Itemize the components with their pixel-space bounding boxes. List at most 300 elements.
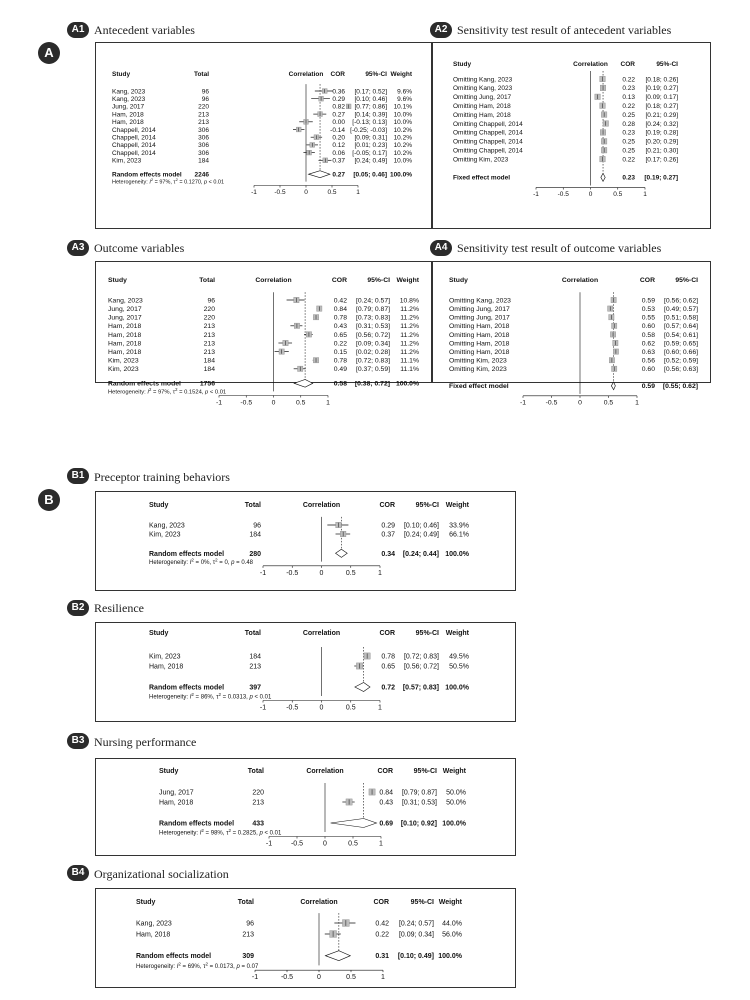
- study-weight: 9.6%: [397, 95, 412, 103]
- header-weight: Weight: [445, 502, 469, 509]
- het-tau-val: = 0.2825,: [230, 830, 260, 837]
- study-weight: 10.2%: [393, 142, 412, 150]
- study-cor: 0.78: [381, 653, 395, 661]
- x-tick-label: -0.5: [240, 399, 253, 407]
- header-weight: Weight: [442, 768, 466, 775]
- header-correlation: Correlation: [300, 899, 338, 906]
- study-label: Ham, 2018: [136, 931, 171, 939]
- study-label: Kim, 2023: [149, 531, 181, 539]
- study-total: 96: [207, 297, 215, 305]
- study-ci: [0.56; 0.62]: [663, 297, 698, 305]
- summary-weight: 100.0%: [395, 380, 419, 388]
- study-weight: 11.2%: [400, 323, 419, 331]
- x-tick-label: -1: [533, 191, 539, 199]
- forest-svg-a2: [433, 43, 710, 228]
- header-study: Study: [149, 502, 169, 509]
- study-label: Omitting Chappell, 2014: [453, 129, 523, 137]
- het-p-val: < 0.01: [252, 694, 272, 701]
- study-ci: [0.79; 0.87]: [401, 789, 437, 797]
- x-tick-label: 0.5: [296, 399, 306, 407]
- study-ci: [0.24; 0.32]: [645, 120, 678, 128]
- summary-diamond: [309, 171, 330, 178]
- het-p: p: [204, 179, 208, 186]
- header-total: Total: [199, 277, 215, 284]
- x-tick-label: 1: [379, 840, 383, 848]
- study-cor: 0.29: [332, 95, 345, 103]
- het-i2-exp: 2: [178, 961, 181, 967]
- het-p-val: < 0.01: [208, 389, 227, 396]
- het-i2: I: [147, 389, 149, 396]
- study-label: Omitting Kang, 2023: [453, 85, 513, 93]
- study-cor: 0.60: [641, 323, 655, 331]
- het-prefix: Heterogeneity:: [112, 179, 150, 186]
- study-weight: 11.2%: [400, 305, 419, 313]
- study-ci: [-0.13; 0.13]: [352, 119, 387, 127]
- x-tick-label: 0.5: [345, 704, 356, 712]
- study-ci: [0.10; 0.46]: [354, 95, 387, 103]
- summary-total: 2246: [194, 171, 209, 179]
- x-tick-label: 0: [588, 191, 593, 199]
- study-ci: [0.31; 0.53]: [355, 323, 390, 331]
- x-tick-label: 0.5: [613, 191, 623, 199]
- study-label: Kim, 2023: [108, 366, 139, 374]
- x-tick-label: -1: [215, 399, 223, 407]
- study-weight: 50.0%: [446, 789, 466, 797]
- study-cor: 0.06: [332, 149, 345, 157]
- study-weight: 11.1%: [400, 366, 419, 374]
- summary-cor: 0.31: [375, 953, 389, 961]
- het-tau: τ: [226, 830, 229, 837]
- summary-cor: 0.34: [381, 550, 395, 558]
- study-label: Kang, 2023: [136, 920, 172, 928]
- heterogeneity-stats: [149, 692, 272, 701]
- study-cor: 0.56: [641, 357, 655, 365]
- study-weight: 49.5%: [449, 653, 469, 661]
- forest-plot-a4: [432, 261, 711, 407]
- study-ci: [0.24; 0.57]: [355, 297, 390, 305]
- study-label: Ham, 2018: [112, 111, 144, 119]
- summary-label: Random effects model: [136, 953, 212, 961]
- het-i2-exp: 2: [191, 692, 194, 697]
- study-total: 220: [198, 103, 209, 111]
- study-label: Omitting Ham, 2018: [449, 348, 510, 356]
- summary-cor: 0.27: [332, 171, 345, 179]
- study-weight: 10.2%: [393, 126, 412, 134]
- study-ci: [0.49; 0.57]: [663, 305, 698, 313]
- x-tick-label: -0.5: [286, 569, 299, 577]
- x-tick-label: -1: [259, 569, 267, 577]
- panel-tag-b3: B3: [67, 733, 89, 749]
- header-ci: 95%-CI: [415, 630, 439, 637]
- study-cor: 0.36: [332, 88, 345, 96]
- study-total: 213: [242, 931, 254, 939]
- header-study: Study: [149, 630, 169, 637]
- study-ci: [0.01; 0.23]: [354, 142, 387, 150]
- study-ci: [0.17; 0.52]: [354, 88, 387, 96]
- summary-diamond: [331, 819, 377, 828]
- x-tick-label: 0.5: [345, 569, 356, 577]
- study-ci: [0.56; 0.72]: [403, 663, 439, 671]
- study-label: Kim, 2023: [112, 157, 142, 165]
- study-total: 213: [249, 663, 261, 671]
- study-cor: 0.63: [641, 348, 655, 356]
- x-tick-label: 0: [271, 399, 276, 407]
- study-cor: 0.53: [641, 305, 655, 313]
- study-label: Ham, 2018: [108, 340, 142, 348]
- x-tick-label: 1: [381, 974, 385, 982]
- summary-ci: [0.24; 0.44]: [402, 550, 439, 558]
- study-cor: 0.22: [333, 340, 347, 348]
- summary-diamond: [325, 951, 350, 961]
- het-tau-exp: 2: [175, 177, 178, 183]
- study-total: 184: [249, 531, 261, 539]
- summary-diamond: [355, 683, 370, 692]
- x-tick-label: 1: [356, 189, 360, 197]
- study-label: Kang, 2023: [108, 297, 143, 305]
- het-prefix: Heterogeneity:: [108, 389, 148, 396]
- study-label: Omitting Ham, 2018: [449, 331, 510, 339]
- header-study: Study: [108, 277, 127, 284]
- summary-ci: [0.38; 0.72]: [354, 380, 390, 388]
- study-weight: 9.6%: [397, 88, 412, 96]
- study-cor: 0.25: [622, 111, 635, 119]
- forest-svg-b2: [96, 623, 515, 721]
- study-total: 213: [198, 111, 209, 119]
- study-total: 220: [203, 314, 215, 322]
- study-ci: [0.14; 0.39]: [354, 111, 387, 119]
- x-tick-label: 0: [319, 704, 324, 712]
- header-ci: 95%-CI: [365, 71, 387, 78]
- het-tau: τ: [212, 559, 216, 566]
- study-label: Ham, 2018: [112, 119, 144, 127]
- study-cor: 0.43: [379, 799, 393, 807]
- het-p-val: = 0.48: [234, 559, 253, 566]
- het-i2-val: = 69%,: [180, 964, 204, 971]
- panel-title-a2: Sensitivity test result of antecedent variables: [457, 23, 672, 37]
- study-cor: 0.62: [641, 340, 655, 348]
- header-total: Total: [244, 502, 261, 509]
- study-label: Omitting Kang, 2023: [449, 297, 511, 305]
- x-tick-label: 0.5: [346, 974, 356, 982]
- study-weight: 10.2%: [393, 149, 412, 157]
- forest-svg-b1: [96, 492, 515, 590]
- study-label: Omitting Ham, 2018: [453, 111, 511, 119]
- forest-plot-b3: [95, 758, 516, 856]
- study-label: Ham, 2018: [159, 799, 194, 807]
- study-cor: 0.29: [381, 522, 395, 530]
- x-tick-label: 0.5: [603, 399, 614, 407]
- summary-diamond: [336, 549, 348, 557]
- study-cor: 0.37: [381, 531, 395, 539]
- study-label: Chappell, 2014: [112, 142, 156, 150]
- study-cor: 0.78: [333, 314, 347, 322]
- forest-plot-b4: [95, 888, 516, 988]
- het-i2: I: [199, 830, 202, 837]
- summary-label: Random effects model: [149, 684, 225, 692]
- study-ci: [0.21; 0.30]: [645, 147, 678, 155]
- study-ci: [-0.25; -0.03]: [350, 126, 387, 134]
- het-tau: τ: [216, 694, 219, 701]
- het-tau-exp: 2: [205, 961, 208, 967]
- study-weight: 10.0%: [393, 111, 412, 119]
- het-i2: I: [176, 964, 179, 971]
- study-total: 213: [203, 348, 215, 356]
- x-tick-label: 1: [326, 399, 330, 407]
- forest-svg-a3: [96, 262, 431, 407]
- summary-cor: 0.69: [379, 820, 393, 828]
- study-total: 220: [203, 305, 215, 313]
- study-total: 184: [203, 357, 215, 365]
- study-cor: 0.20: [332, 134, 345, 142]
- study-weight: 11.1%: [400, 357, 419, 365]
- study-cor: 0.65: [333, 331, 347, 339]
- header-ci: 95%-CI: [656, 61, 678, 68]
- summary-ci: [0.55; 0.62]: [662, 383, 698, 391]
- x-tick-label: -0.5: [274, 189, 286, 197]
- summary-diamond: [601, 173, 605, 181]
- header-study: Study: [136, 899, 156, 906]
- study-total: 184: [249, 653, 261, 661]
- study-label: Omitting Ham, 2018: [449, 340, 510, 348]
- het-i2-exp: 2: [201, 828, 204, 833]
- forest-plot-b2: [95, 622, 516, 722]
- study-ci: [0.18; 0.26]: [645, 76, 678, 84]
- study-label: Ham, 2018: [149, 663, 184, 671]
- het-i2-val: = 86%,: [193, 694, 217, 701]
- study-weight: 66.1%: [449, 531, 469, 539]
- study-total: 96: [201, 95, 209, 103]
- study-cor: 0.22: [622, 102, 635, 110]
- panel-tag-b1: B1: [67, 468, 89, 484]
- study-label: Omitting Chappell, 2014: [453, 138, 523, 146]
- header-cor: COR: [379, 502, 395, 509]
- summary-weight: 100.0%: [389, 171, 412, 179]
- study-cor: -0.14: [330, 126, 345, 134]
- study-cor: 0.27: [332, 111, 345, 119]
- heterogeneity-stats: [149, 557, 254, 566]
- study-cor: 0.60: [641, 366, 655, 374]
- het-tau-val: = 0.1524,: [177, 389, 206, 396]
- header-correlation: Correlation: [255, 277, 292, 284]
- summary-total: 309: [242, 953, 254, 961]
- study-ci: [0.73; 0.83]: [355, 314, 390, 322]
- het-prefix: Heterogeneity:: [149, 559, 190, 566]
- panel-tag-a1: A1: [67, 22, 89, 38]
- header-total: Total: [193, 71, 209, 78]
- header-ci: 95%-CI: [410, 899, 434, 906]
- study-label: Jung, 2017: [108, 305, 142, 313]
- panel-tag-a3: A3: [67, 240, 89, 256]
- het-tau-exp: 2: [175, 386, 178, 392]
- het-p: p: [205, 389, 209, 396]
- header-weight: Weight: [390, 71, 412, 78]
- study-label: Chappell, 2014: [112, 149, 156, 157]
- study-cor: 0.49: [333, 366, 347, 374]
- study-weight: 11.2%: [400, 348, 419, 356]
- study-ci: [0.09; 0.31]: [354, 134, 387, 142]
- header-study: Study: [453, 61, 472, 68]
- heterogeneity-stats: [159, 828, 282, 837]
- header-cor: COR: [377, 768, 393, 775]
- study-cor: 0.84: [379, 789, 393, 797]
- study-weight: 11.2%: [400, 331, 419, 339]
- study-total: 213: [203, 323, 215, 331]
- header-total: Total: [244, 630, 261, 637]
- study-cor: 0.42: [375, 920, 389, 928]
- study-total: 184: [198, 157, 209, 165]
- study-label: Omitting Kim, 2023: [449, 357, 507, 365]
- study-total: 306: [198, 134, 209, 142]
- study-ci: [0.59; 0.65]: [663, 340, 698, 348]
- study-label: Omitting Ham, 2018: [453, 102, 511, 110]
- study-ci: [0.79; 0.87]: [355, 305, 390, 313]
- study-label: Kang, 2023: [112, 88, 146, 96]
- study-total: 213: [203, 331, 215, 339]
- study-ci: [0.19; 0.27]: [645, 85, 678, 93]
- header-correlation: Correlation: [561, 277, 599, 284]
- x-tick-label: -0.5: [286, 704, 299, 712]
- panel-title-a4: Sensitivity test result of outcome variables: [457, 241, 662, 255]
- x-tick-label: 0: [578, 399, 582, 407]
- x-tick-label: 0: [304, 189, 308, 197]
- study-label: Omitting Kim, 2023: [449, 366, 507, 374]
- study-label: Omitting Jung, 2017: [453, 94, 512, 102]
- study-label: Omitting Kang, 2023: [453, 76, 513, 84]
- study-weight: 11.2%: [400, 314, 419, 322]
- study-label: Omitting Kim, 2023: [453, 156, 509, 164]
- x-tick-label: 0: [319, 569, 324, 577]
- het-tau-val: = 0.1270,: [177, 179, 204, 186]
- study-cor: 0.23: [622, 85, 635, 93]
- study-cor: 0.65: [381, 663, 395, 671]
- header-correlation: Correlation: [573, 61, 608, 68]
- panel-title-b1: Preceptor training behaviors: [94, 470, 230, 484]
- study-ci: [0.09; 0.34]: [398, 931, 434, 939]
- het-prefix: Heterogeneity:: [149, 694, 190, 701]
- het-tau: τ: [173, 179, 176, 186]
- het-tau-exp: 2: [218, 692, 221, 697]
- study-total: 213: [203, 340, 215, 348]
- forest-svg-b4: [96, 889, 515, 987]
- study-total: 96: [253, 522, 261, 530]
- study-cor: 0.55: [641, 314, 655, 322]
- study-cor: 0.15: [333, 348, 347, 356]
- summary-weight: 100.0%: [445, 684, 469, 692]
- study-weight: 10.0%: [393, 119, 412, 127]
- het-p-val: < 0.01: [207, 179, 225, 186]
- study-cor: 0.22: [375, 931, 389, 939]
- study-total: 306: [198, 126, 209, 134]
- forest-plot-a1: [95, 42, 432, 229]
- forest-plot-a3: [95, 261, 432, 407]
- study-weight: 50.0%: [446, 799, 466, 807]
- study-ci: [0.72; 0.83]: [355, 357, 390, 365]
- het-tau: τ: [172, 389, 176, 396]
- summary-diamond: [611, 382, 615, 390]
- summary-cor: 0.23: [622, 174, 635, 182]
- summary-label: Fixed effect model: [449, 383, 509, 391]
- header-weight: Weight: [445, 630, 469, 637]
- section-b-label: B: [38, 489, 60, 511]
- het-i2-exp: 2: [148, 386, 152, 392]
- study-ci: [0.09; 0.34]: [355, 340, 390, 348]
- het-tau-val: = 0,: [217, 559, 232, 566]
- het-p: p: [236, 964, 240, 971]
- study-label: Omitting Chappell, 2014: [453, 120, 523, 128]
- study-total: 184: [203, 366, 215, 374]
- x-tick-label: -1: [259, 704, 267, 712]
- het-i2-val: = 98%,: [203, 830, 227, 837]
- summary-label: Random effects model: [159, 820, 235, 828]
- panel-title-a1: Antecedent variables: [94, 23, 195, 37]
- summary-cor: 0.58: [333, 380, 347, 388]
- study-ci: [0.51; 0.58]: [663, 314, 698, 322]
- study-ci: [0.02; 0.28]: [355, 348, 390, 356]
- het-p: p: [259, 830, 263, 837]
- forest-svg-a4: [433, 262, 710, 407]
- summary-total: 1756: [199, 380, 215, 388]
- study-cor: 0.78: [333, 357, 347, 365]
- het-i2-val: = 97%,: [153, 179, 174, 186]
- study-label: Chappell, 2014: [112, 134, 156, 142]
- study-ci: [0.60; 0.66]: [663, 348, 698, 356]
- summary-weight: 100.0%: [442, 820, 466, 828]
- panel-tag-b4: B4: [67, 865, 89, 881]
- het-tau-val: = 0.0173,: [207, 964, 237, 971]
- panel-tag-a4: A4: [430, 240, 452, 256]
- study-cor: 0.12: [332, 142, 345, 150]
- x-tick-label: -1: [251, 189, 257, 197]
- het-i2: I: [149, 179, 151, 186]
- header-total: Total: [237, 899, 254, 906]
- study-total: 213: [198, 119, 209, 127]
- study-cor: 0.58: [641, 331, 655, 339]
- summary-label: Random effects model: [108, 380, 181, 388]
- het-prefix: Heterogeneity:: [136, 964, 177, 971]
- het-tau-val: = 0.0313,: [220, 694, 250, 701]
- header-weight: Weight: [438, 899, 462, 906]
- x-tick-label: -0.5: [280, 974, 294, 982]
- summary-total: 397: [249, 684, 261, 692]
- study-cor: 0.25: [622, 147, 635, 155]
- panel-title-b4: Organizational socialization: [94, 867, 229, 881]
- summary-diamond: [294, 379, 313, 387]
- x-tick-label: 1: [378, 704, 382, 712]
- summary-ci: [0.10; 0.92]: [400, 820, 437, 828]
- x-tick-label: -1: [265, 840, 273, 848]
- header-cor: COR: [331, 277, 347, 284]
- x-tick-label: 0: [323, 840, 327, 848]
- x-tick-label: 0: [317, 974, 321, 982]
- study-ci: [0.77; 0.86]: [354, 103, 387, 111]
- forest-plot-b1: [95, 491, 516, 591]
- study-weight: 10.2%: [393, 134, 412, 142]
- study-cor: 0.22: [622, 156, 635, 164]
- study-ci: [0.24; 0.57]: [398, 920, 434, 928]
- study-label: Kang, 2023: [149, 522, 185, 530]
- header-correlation: Correlation: [302, 502, 341, 509]
- het-tau-exp: 2: [215, 557, 218, 563]
- study-label: Omitting Chappell, 2014: [453, 147, 523, 155]
- header-cor: COR: [639, 277, 655, 284]
- het-tau-exp: 2: [228, 828, 231, 833]
- study-label: Jung, 2017: [108, 314, 142, 322]
- header-study: Study: [159, 768, 179, 775]
- study-label: Jung, 2017: [159, 789, 194, 797]
- study-total: 96: [201, 88, 209, 96]
- heterogeneity-stats: [108, 387, 226, 396]
- header-cor: COR: [373, 899, 389, 906]
